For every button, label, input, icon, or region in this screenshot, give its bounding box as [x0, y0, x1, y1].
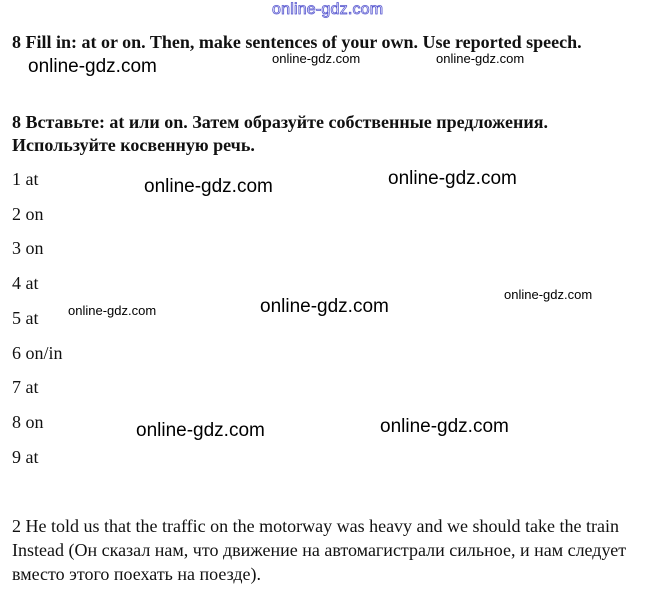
watermark: online-gdz.com — [388, 168, 517, 189]
watermark: online-gdz.com — [144, 176, 273, 197]
watermark: online-gdz.com — [380, 416, 509, 437]
answer-item-2: 2 on — [12, 204, 44, 224]
watermark: online-gdz.com — [436, 51, 525, 66]
exercise-heading-russian-line2: Используйте косвенную речь. — [12, 135, 255, 155]
answer-item-3: 3 on — [12, 238, 44, 258]
site-logo-header[interactable]: online-gdz.com — [272, 1, 384, 18]
example-sentence: 2 He told us that the traffic on the motorway was heavy and we should take the train Instead (Он сказал нам, что движение на автомагистрали сильное, и нам следует вместо этого поехать на поезде). — [12, 516, 627, 584]
watermark: online-gdz.com — [272, 51, 361, 66]
watermark: online-gdz.com — [136, 420, 265, 441]
answer-item-7: 7 at — [12, 377, 39, 397]
exercise-heading-russian-line1: 8 Вставьте: at или on. Затем образуйте собственные предложения. — [12, 112, 548, 132]
answer-item-5: 5 at — [12, 308, 39, 328]
answer-item-9: 9 at — [12, 447, 39, 467]
watermark: online-gdz.com — [504, 287, 593, 302]
watermark: online-gdz.com — [28, 56, 157, 77]
watermark: online-gdz.com — [68, 303, 157, 318]
answer-item-6: 6 on/in — [12, 343, 63, 363]
answer-item-1: 1 at — [12, 169, 39, 189]
watermark: online-gdz.com — [260, 296, 389, 317]
answer-item-8: 8 on — [12, 412, 44, 432]
answer-item-4: 4 at — [12, 273, 39, 293]
exercise-heading-english: 8 Fill in: at or on. Then, make sentences of your own. Use reported speech. — [12, 32, 582, 52]
